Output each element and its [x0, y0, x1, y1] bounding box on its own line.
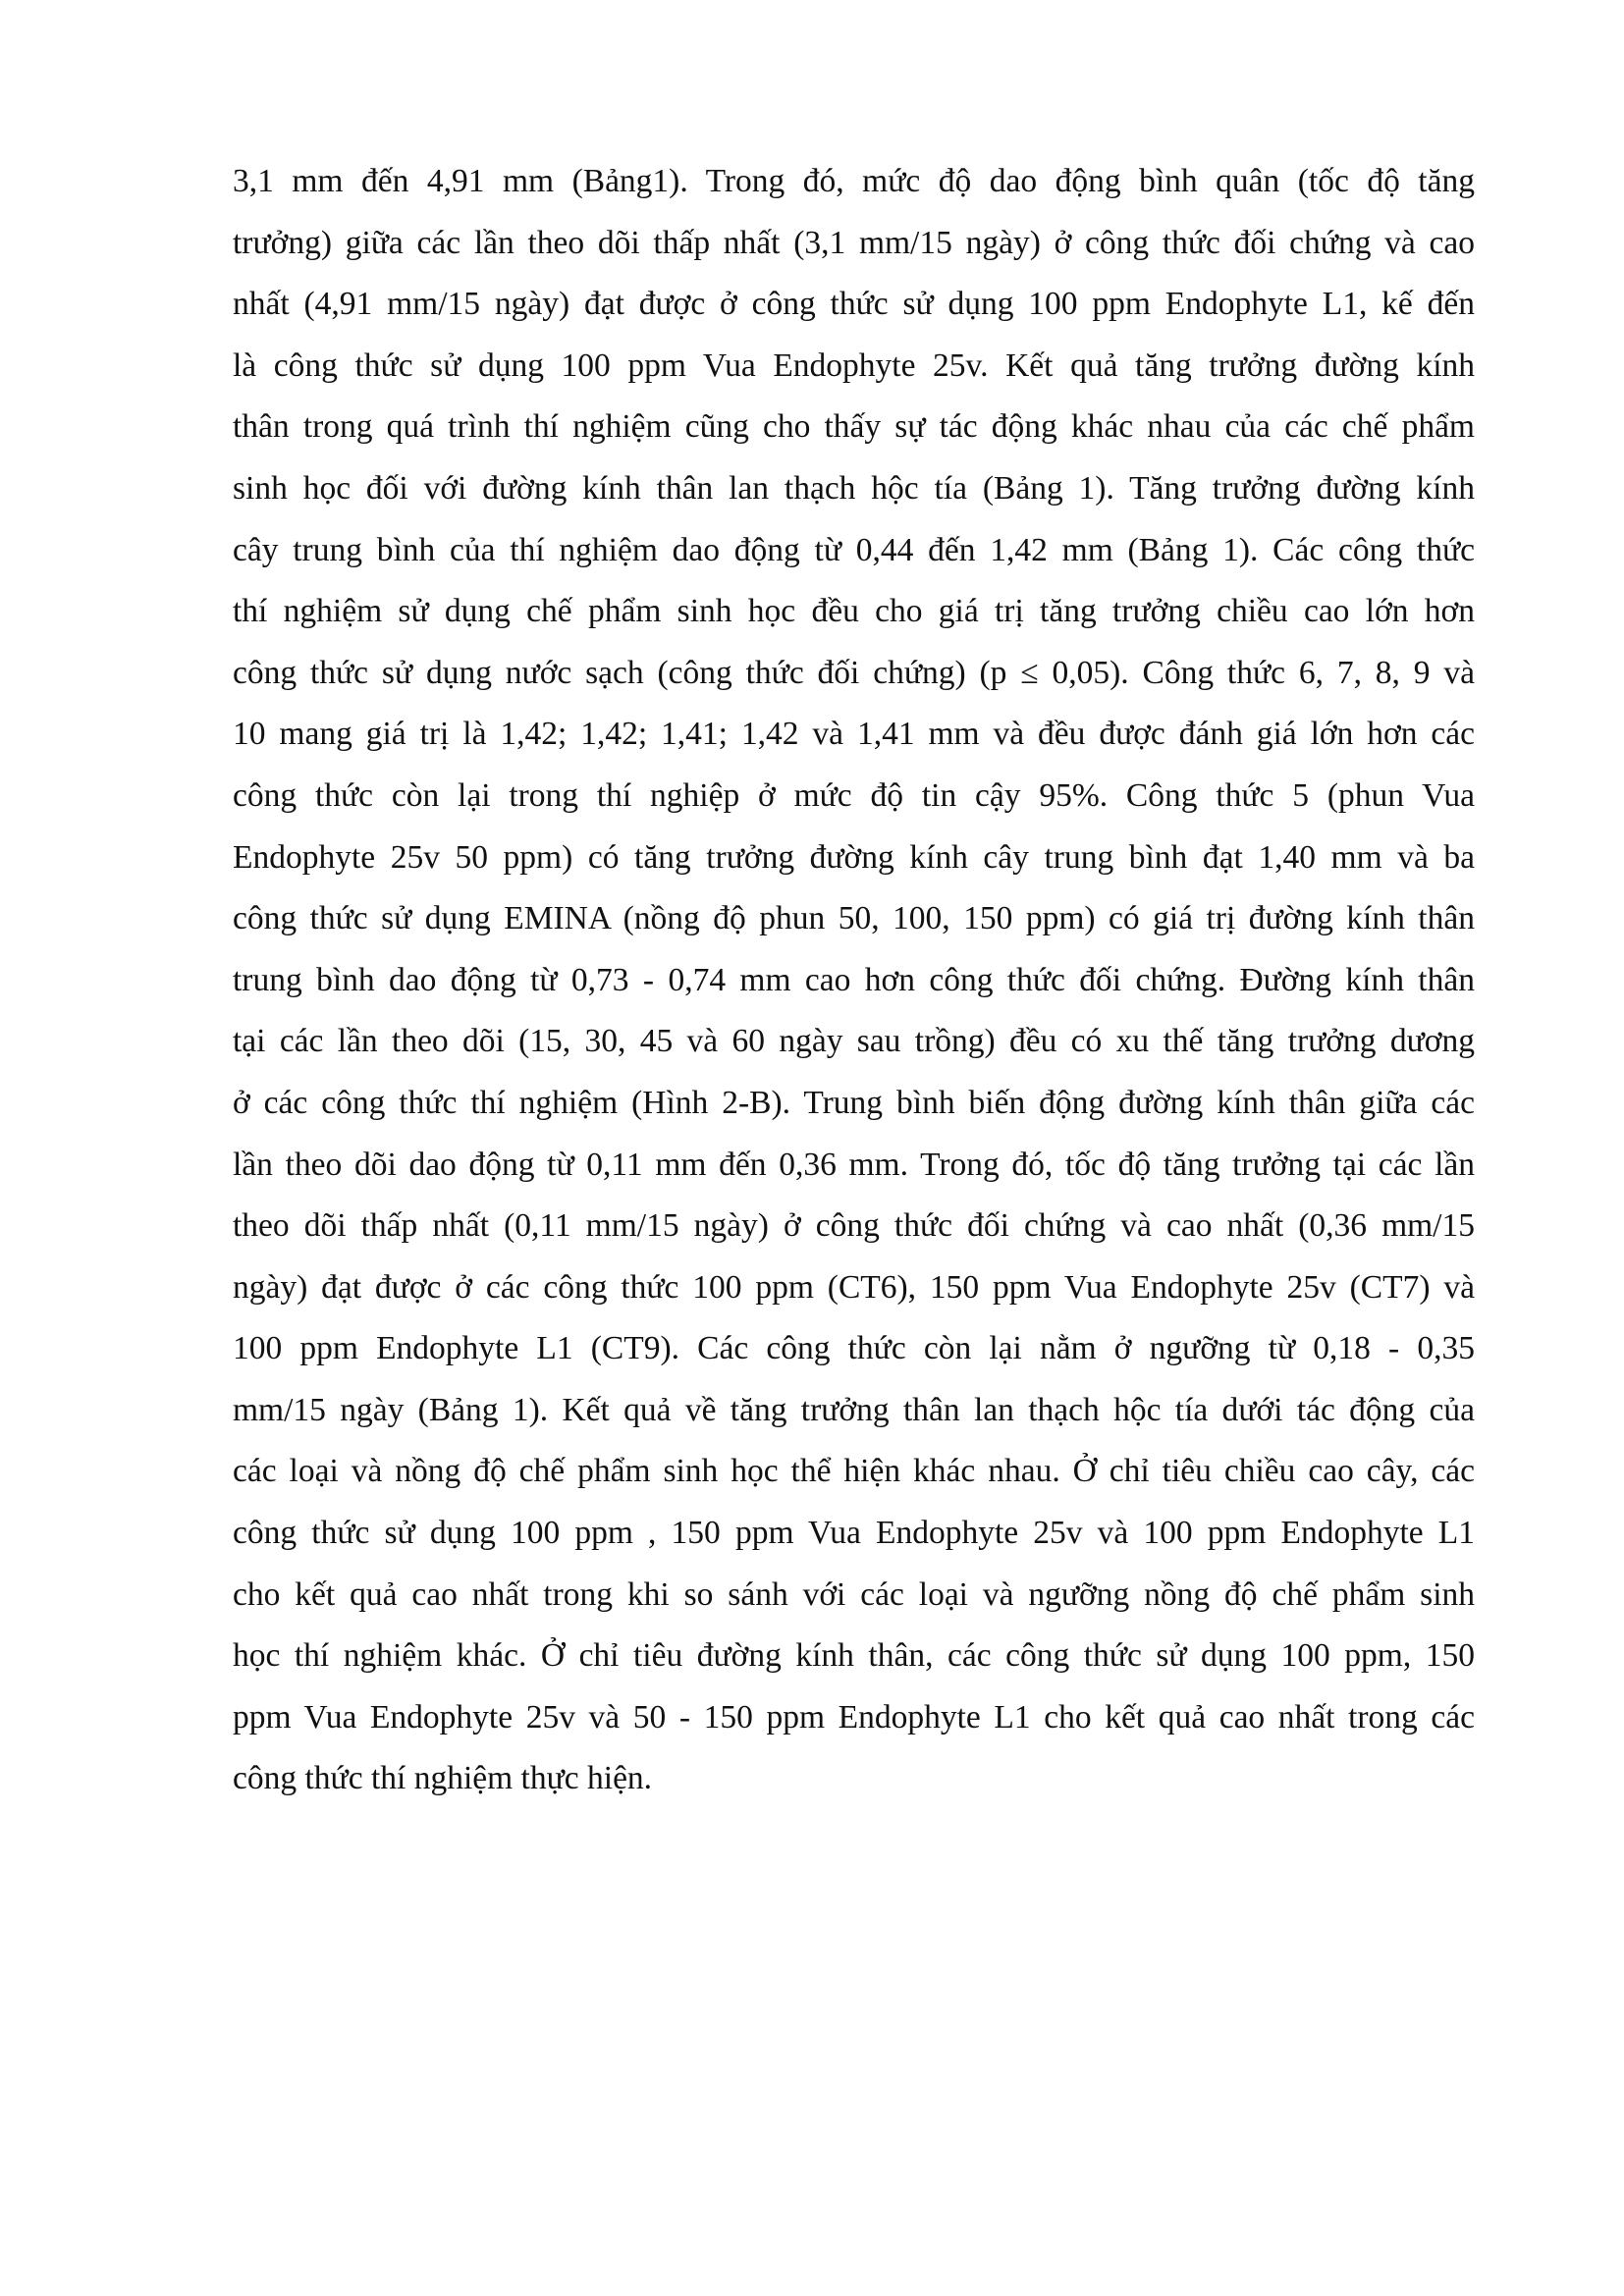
text-line: học thí nghiệm khác. Ở chỉ tiêu đường kính thân, các công thức sử dụng 100 ppm, 150: [233, 1637, 1475, 1675]
text-line: trung bình dao động từ 0,73 - 0,74 mm cao hơn công thức đối chứng. Đường kính thân: [233, 961, 1475, 998]
text-line: ppm Vua Endophyte 25v và 50 - 150 ppm Endophyte L1 cho kết quả cao nhất trong các: [233, 1698, 1475, 1735]
text-line: công thức sử dụng 100 ppm , 150 ppm Vua Endophyte 25v và 100 ppm Endophyte L1: [233, 1515, 1475, 1552]
text-line: công thức sử dụng nước sạch (công thức đối chứng) (p ≤ 0,05). Công thức 6, 7, 8, 9 và: [233, 654, 1475, 691]
text-line: sinh học đối với đường kính thân lan thạch hộc tía (Bảng 1). Tăng trưởng đường kính: [233, 469, 1475, 507]
text-line: mm/15 ngày (Bảng 1). Kết quả về tăng trưởng thân lan thạch hộc tía dưới tác động của: [233, 1391, 1475, 1428]
text-line: thân trong quá trình thí nghiệm cũng cho thấy sự tác động khác nhau của các chế phẩm: [233, 408, 1475, 446]
text-line: theo dõi thấp nhất (0,11 mm/15 ngày) ở công thức đối chứng và cao nhất (0,36 mm/15: [233, 1207, 1475, 1245]
body-paragraph: [233, 151, 1475, 1810]
text-line: tại các lần theo dõi (15, 30, 45 và 60 ngày sau trồng) đều có xu thế tăng trưởng dương: [233, 1023, 1475, 1060]
text-line: 10 mang giá trị là 1,42; 1,42; 1,41; 1,42 và 1,41 mm và đều được đánh giá lớn hơn các: [233, 716, 1475, 753]
text-line: cây trung bình của thí nghiệm dao động từ 0,44 đến 1,42 mm (Bảng 1). Các công thức: [233, 531, 1475, 568]
text-line: công thức sử dụng EMINA (nồng độ phun 50, 100, 150 ppm) có giá trị đường kính thân: [233, 900, 1475, 937]
text-line: thí nghiệm sử dụng chế phẩm sinh học đều cho giá trị tăng trưởng chiều cao lớn hơn: [233, 593, 1475, 630]
text-line: cho kết quả cao nhất trong khi so sánh với các loại và ngưỡng nồng độ chế phẩm sinh: [233, 1575, 1475, 1613]
text-line: 3,1 mm đến 4,91 mm (Bảng1). Trong đó, mức độ dao động bình quân (tốc độ tăng: [233, 163, 1475, 199]
text-line: công thức còn lại trong thí nghiệp ở mức độ tin cậy 95%. Công thức 5 (phun Vua: [233, 776, 1475, 814]
text-line-last: công thức thí nghiệm thực hiện.: [233, 1760, 653, 1797]
text-line: lần theo dõi dao động từ 0,11 mm đến 0,36 mm. Trong đó, tốc độ tăng trưởng tại các lần: [233, 1146, 1475, 1183]
text-line: trưởng) giữa các lần theo dõi thấp nhất (3,1 mm/15 ngày) ở công thức đối chứng và cao: [233, 224, 1475, 261]
text-line: nhất (4,91 mm/15 ngày) đạt được ở công thức sử dụng 100 ppm Endophyte L1, kế đến: [233, 286, 1475, 323]
text-line: ở các công thức thí nghiệm (Hình 2-B). Trung bình biến động đường kính thân giữa các: [233, 1084, 1475, 1121]
text-line: ngày) đạt được ở các công thức 100 ppm (CT6), 150 ppm Vua Endophyte 25v (CT7) và: [233, 1268, 1475, 1306]
text-line: là công thức sử dụng 100 ppm Vua Endophyte 25v. Kết quả tăng trưởng đường kính: [233, 347, 1475, 384]
text-line: các loại và nồng độ chế phẩm sinh học thể hiện khác nhau. Ở chỉ tiêu chiều cao cây, các: [233, 1453, 1475, 1490]
text-line: Endophyte 25v 50 ppm) có tăng trưởng đường kính cây trung bình đạt 1,40 mm và ba: [233, 838, 1475, 876]
text-line: 100 ppm Endophyte L1 (CT9). Các công thức còn lại nằm ở ngưỡng từ 0,18 - 0,35: [233, 1330, 1475, 1367]
